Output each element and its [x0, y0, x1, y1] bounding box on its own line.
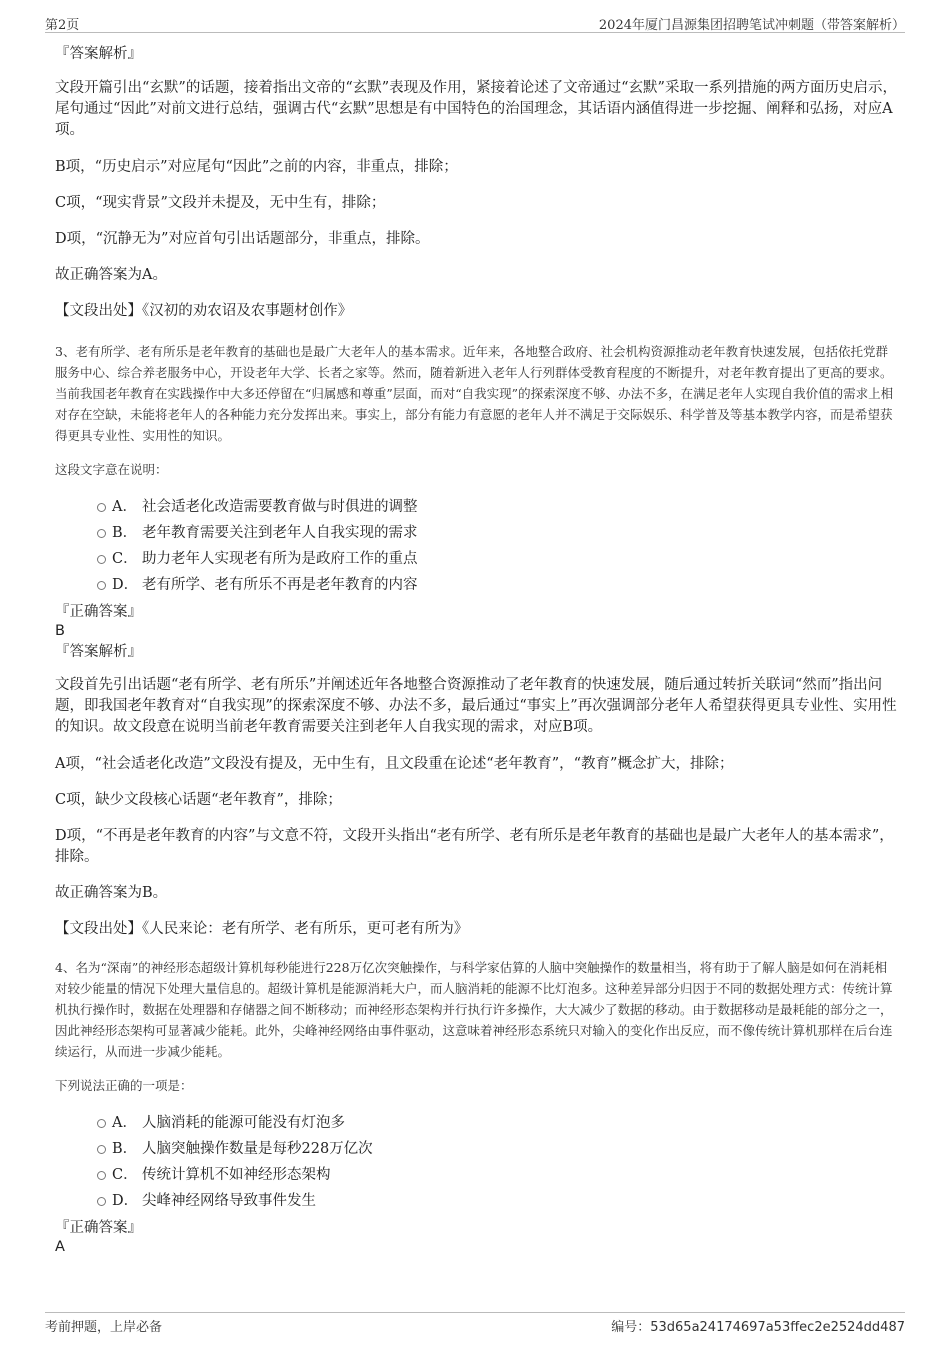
page-content — [55, 44, 898, 1256]
analysis-note-c: C项，“现实背景”文段并未提及，无中生有，排除； — [55, 195, 386, 211]
radio-button-icon[interactable] — [97, 1197, 106, 1206]
option-letter: A． — [112, 499, 137, 515]
analysis-note-a: A项，“社会适老化改造”文段没有提及，无中生有，且文段重在论述“老年教育”，“教育”概念扩大，排除； — [55, 756, 734, 772]
option-d[interactable] — [55, 572, 898, 598]
option-letter: B． — [112, 525, 138, 541]
analysis-label: 『答案解析』 — [55, 46, 142, 62]
option-text: 尖峰神经网络导致事件发生 — [142, 1193, 316, 1209]
option-text: 社会适老化改造需要教育做与时俱进的调整 — [142, 499, 418, 515]
option-letter: C． — [112, 551, 138, 567]
radio-button-icon[interactable] — [97, 503, 106, 512]
page-footer — [45, 1312, 905, 1335]
analysis-note-d: D项，“不再是老年教育的内容”与文意不符，文段开头指出“老有所学、老有所乐是老年教育的基础也是最广大老年人的基本需求”，排除。 — [55, 828, 894, 865]
correct-answer-label: 『正确答案』 — [55, 604, 142, 620]
page-header — [45, 14, 905, 33]
option-text: 老有所学、老有所乐不再是老年教育的内容 — [142, 577, 418, 593]
option-text: 老年教育需要关注到老年人自我实现的需求 — [142, 525, 418, 541]
option-a[interactable] — [55, 1110, 898, 1136]
option-c[interactable] — [55, 1162, 898, 1188]
footer-slogan: 考前押题，上岸必备 — [45, 1320, 163, 1335]
option-letter: A． — [112, 1115, 137, 1131]
analysis-conclusion: 故正确答案为B。 — [55, 885, 168, 901]
document-code-label: 编号： — [611, 1320, 651, 1335]
analysis-conclusion: 故正确答案为A。 — [55, 267, 167, 283]
correct-answer-value: A — [55, 1239, 65, 1255]
analysis-note-b: B项，“历史启示”对应尾句“因此”之前的内容，非重点，排除； — [55, 159, 458, 175]
document-title: 2024年厦门昌源集团招聘笔试冲刺题（带答案解析） — [598, 18, 905, 33]
option-letter: D． — [112, 1193, 139, 1209]
analysis-text: 文段首先引出话题“老有所学、老有所乐”并阐述近年各地整合资源推动了老年教育的快速发展，随后通过转折关联词“然而”指出问题，即我国老年教育对“自我实现”的探索深度不够、办法不多，最后通过“事实上”再次强调部分老年人希望获得更具专业性、实用性的知识。故文段意在说明当前老年教育需要关注到老年人自我实现的需求，对应B项。 — [55, 677, 897, 735]
option-list — [55, 1110, 898, 1214]
option-letter: B． — [112, 1141, 138, 1157]
question-prompt: 这段文字意在说明： — [55, 462, 168, 477]
radio-button-icon[interactable] — [97, 555, 106, 564]
radio-button-icon[interactable] — [97, 529, 106, 538]
correct-answer-label: 『正确答案』 — [55, 1220, 142, 1236]
option-list — [55, 494, 898, 598]
option-text: 助力老年人实现老有所为是政府工作的重点 — [142, 551, 418, 567]
question-stem: 4、名为“深南”的神经形态超级计算机每秒能进行228万亿次突触操作，与科学家估算的人脑中突触操作的数量相当，将有助于了解人脑是如何在消耗相对较少能量的情况下处理大量信息的。超级计算机是能源消耗大户，而人脑消耗的能源不比灯泡多。这种差异部分归因于不同的数据处理方式：传统计算机执行操作时，数据在处理器和存储器之间不断移动；而神经形态架构并行执行许多操作，大大减少了数据的移动。由于数据移动是最耗能的部分之一，因此神经形态架构可显著减少能耗。此外，尖峰神经网络由事件驱动，这意味着神经形态系统只对输入的变化作出反应，而不像传统计算机那样在后台连续运行，从而进一步减少能耗。 — [55, 960, 893, 1059]
radio-button-icon[interactable] — [97, 1119, 106, 1128]
radio-button-icon[interactable] — [97, 1145, 106, 1154]
option-text: 人脑消耗的能源可能没有灯泡多 — [142, 1115, 345, 1131]
option-text: 人脑突触操作数量是每秒228万亿次 — [142, 1141, 373, 1157]
option-a[interactable] — [55, 494, 898, 520]
document-code — [611, 1316, 905, 1335]
option-b[interactable] — [55, 520, 898, 546]
option-letter: C． — [112, 1167, 138, 1183]
text-source: 【文段出处】《汉初的劝农诏及农事题材创作》 — [55, 303, 353, 319]
analysis-note-c: C项，缺少文段核心话题“老年教育”，排除； — [55, 792, 342, 808]
option-c[interactable] — [55, 546, 898, 572]
page-number: 第2页 — [45, 18, 80, 33]
analysis-label: 『答案解析』 — [55, 644, 142, 660]
radio-button-icon[interactable] — [97, 1171, 106, 1180]
option-d[interactable] — [55, 1188, 898, 1214]
option-letter: D． — [112, 577, 139, 593]
document-code-value: 53d65a24174697a53ffec2e2524dd487 — [650, 1320, 905, 1335]
text-source: 【文段出处】《人民来论：老有所学、老有所乐，更可老有所为》 — [55, 921, 469, 937]
question-stem: 3、老有所学、老有所乐是老年教育的基础也是最广大老年人的基本需求。近年来，各地整合政府、社会机构资源推动老年教育快速发展，包括依托党群服务中心、综合养老服务中心，开设老年大学、长者之家等。然而，随着新进入老年人行列群体受教育程度的不断提升，对老年教育提出了更高的要求。当前我国老年教育在实践操作中大多还停留在“归属感和尊重”层面，而对“自我实现”的探索深度不够、办法不多，在满足老年人实现自我价值的需求上相对存在空缺，未能将老年人的各种能力充分发挥出来。事实上，部分有能力有意愿的老年人并不满足于交际娱乐、科学普及等基本教学内容，而是希望获得更具专业性、实用性的知识。 — [55, 344, 894, 443]
option-text: 传统计算机不如神经形态架构 — [142, 1167, 331, 1183]
correct-answer-value: B — [55, 623, 65, 639]
option-b[interactable] — [55, 1136, 898, 1162]
analysis-note-d: D项，“沉静无为”对应首句引出话题部分，非重点，排除。 — [55, 231, 430, 247]
radio-button-icon[interactable] — [97, 581, 106, 590]
analysis-text: 文段开篇引出“玄默”的话题，接着指出文帝的“玄默”表现及作用，紧接着论述了文帝通过“玄默”采取一系列措施的两方面历史启示，尾句通过“因此”对前文进行总结，强调古代“玄默”思想是有中国特色的治国理念，其话语内涵值得进一步挖掘、阐释和弘扬，对应A项。 — [55, 80, 897, 138]
question-prompt: 下列说法正确的一项是： — [55, 1078, 193, 1093]
